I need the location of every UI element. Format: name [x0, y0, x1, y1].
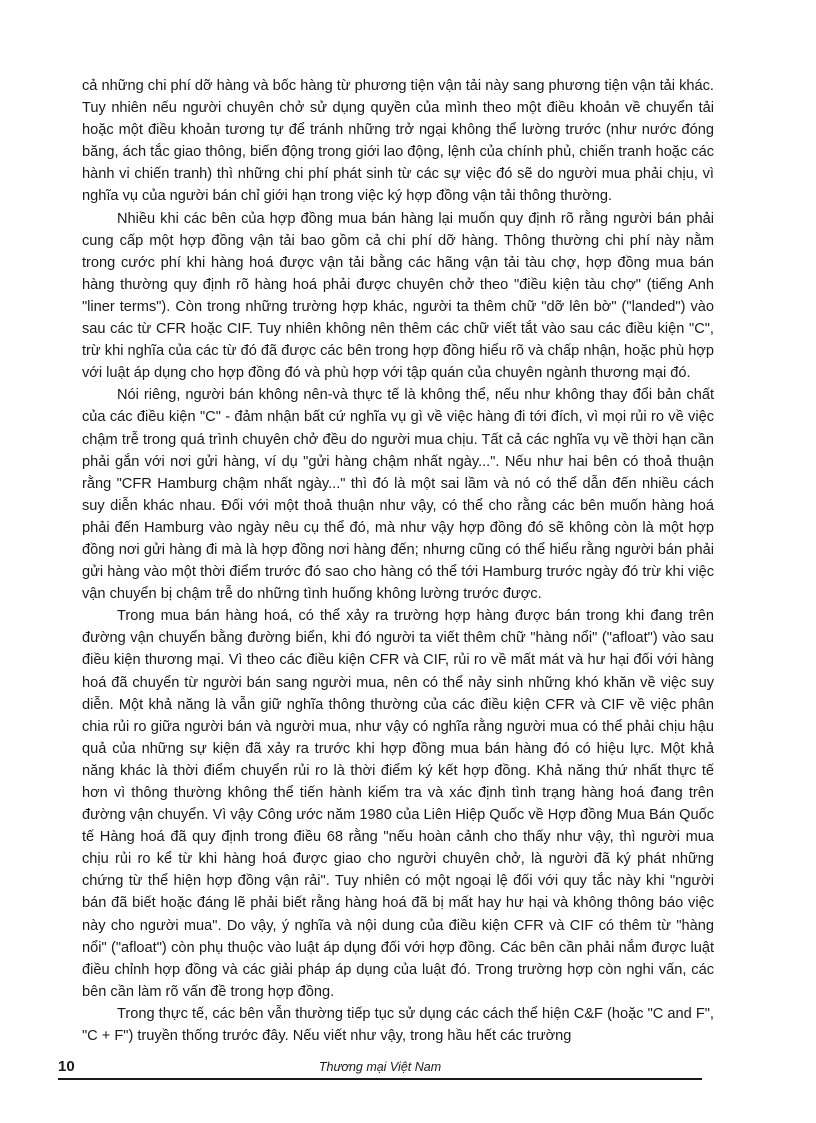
- paragraph-goods-afloat: Trong mua bán hàng hoá, có thể xảy ra trường hợp hàng được bán trong khi đang trên đường vận chuyển bằng đường biển, khi đó người ta viết thêm chữ "hàng nổi" ("afloat") vào sau điều kiện thương mại. Vì theo các điều kiện CFR và CIF, rủi ro về mất mát và hư hại đối với hàng hoá đã chuyển từ người bán sang người mua, nên có thể nảy sinh những khó khăn về việc suy diễn. Một khả năng là vẫn giữ nghĩa thông thường của các điều kiện CFR và CIF về việc phân chia rủi ro giữa người bán và người mua, như vậy có nghĩa rằng người mua có thể phải chịu hậu quả của những sự kiện đã xảy ra trước khi hợp đồng mua bán hàng đó có hiệu lực. Một khả năng khác là thời điểm chuyển rủi ro là thời điểm ký kết hợp đồng. Khả năng thứ nhất thực tế hơn vì thông thường không thể tiến hành kiểm tra và xác định tình trạng hàng hoá đang trên đường vận chuyển. Vì vậy Công ước năm 1980 của Liên Hiệp Quốc về Hợp đồng Mua Bán Quốc tế Hàng hoá đã quy định trong điều 68 rằng "nếu hoàn cảnh cho thấy như vậy, thì người mua chịu rủi ro kể từ khi hàng hoá được giao cho người chuyên chở, là người đã ký phát những chứng từ thể hiện hợp đồng vận rải". Tuy nhiên có một ngoại lệ đối với quy tắc này khi "người bán đã biết hoặc đáng lẽ phải biết rằng hàng hoá đã bị mất hay hư hại và không thông báo việc này cho người mua". Do vậy, ý nghĩa và nội dung của điều kiện CFR và CIF có thêm từ "hàng nổi" ("afloat") còn phụ thuộc vào luật áp dụng đối với hợp đồng. Các bên cần phải nắm được luật điều chỉnh hợp đồng và các giải pháp áp dụng của luật đó. Trong trường hợp còn nghi vấn, các bên cần làm rõ vấn đề trong hợp đồng.: [82, 608, 714, 1000]
- paragraph-continuation: cả những chi phí dỡ hàng và bốc hàng từ phương tiện vận tải này sang phương tiện vận tải khác. Tuy nhiên nếu người chuyên chở sử dụng quyền của mình theo một điều khoản về chuyển tải hoặc một điều khoản tương tự để tránh những trở ngại không thể lường trước (như nước đóng băng, ách tắc giao thông, biến động trong giới lao động, lệnh của chính phủ, chiến tranh hoặc các hành vi chiến tranh) thì những chi phí phát sinh từ các sự việc đó sẽ do người mua phải chịu, vì nghĩa vụ của người bán chỉ giới hạn trong việc ký hợp đồng vận tải thông thường.: [82, 78, 714, 205]
- paragraph-seller-obligations: Nói riêng, người bán không nên-và thực tế là không thể, nếu như không thay đổi bản chất của các điều kiện "C" - đảm nhận bất cứ nghĩa vụ gì về việc hàng đi tới đích, vì mọi rủi ro về việc chậm trễ trong quá trình chuyên chở đều do người mua chịu. Tất cả các nghĩa vụ về thời hạn cần phải gắn với nơi gửi hàng, ví dụ "gửi hàng chậm nhất ngày...". Nếu như hai bên có thoả thuận rằng "CFR Hamburg chậm nhất ngày..." thì đó là một sai lầm và nó có thể dẫn đến nhiều cách suy diễn khác nhau. Đối với một thoả thuận như vậy, có thể cho rằng các bên muốn hàng hoá phải đến Hamburg vào ngày nêu cụ thể đó, mà như vậy hợp đồng đó sẽ không còn là một hợp đồng nơi gửi hàng đi mà là hợp đồng nơi hàng đến; nhưng cũng có thể hiểu rằng người bán phải gửi hàng vào một thời điểm trước đó sao cho hàng có thể tới Hamburg trước ngày đó trừ khi việc vận chuyển bị chậm trễ do những tình huống không lường trước được.: [82, 387, 714, 603]
- document-body: [82, 75, 714, 1047]
- page-number: 10: [58, 1058, 75, 1075]
- page-footer: [58, 1060, 702, 1080]
- running-title: Thương mại Việt Nam: [318, 1060, 442, 1074]
- footer-rule: [58, 1078, 702, 1080]
- paragraph-unloading-costs: Nhiều khi các bên của hợp đồng mua bán hàng lại muốn quy định rõ rằng người bán phải cung cấp một hợp đồng vận tải bao gồm cả chi phí dỡ hàng. Thông thường chi phí này nằm trong cước phí khi hàng hoá được vận tải bằng các hãng vận tải tàu chợ, hợp đồng mua bán hàng thường quy định rõ hàng hoá phải được chuyên chở theo "điều kiện tàu chợ" (tiếng Anh "liner terms"). Còn trong những trường hợp khác, người ta thêm chữ "dỡ lên bờ" ("landed") vào sau các từ CFR hoặc CIF. Tuy nhiên không nên thêm các chữ viết tắt vào sau các điều kiện "C", trừ khi nghĩa của các từ đó đã được các bên trong hợp đồng hiểu rõ và chấp nhận, hoặc phù hợp với luật áp dụng cho hợp đồng đó và phù hợp với tập quán của chuyên ngành thương mại đó.: [82, 210, 714, 382]
- paragraph-traditional-expressions: Trong thực tế, các bên vẫn thường tiếp tục sử dụng các cách thể hiện C&F (hoặc "C and F", "C + F") truyền thống trước đây. Nếu viết như vậy, trong hầu hết các trường: [82, 1005, 714, 1045]
